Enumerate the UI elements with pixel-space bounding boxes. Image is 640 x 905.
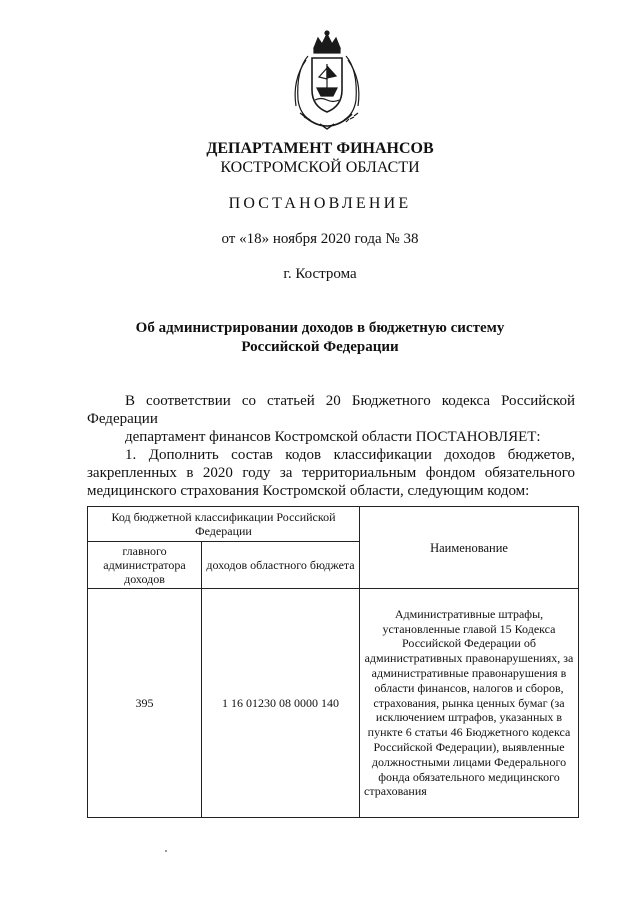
table-group-header: Код бюджетной классификации Российской Федерации <box>88 507 360 542</box>
body-paragraph-basis: В соответствии со статьей 20 Бюджетного кодекса Российской Федерации <box>87 393 575 427</box>
admin-code-cell: 395 <box>88 589 202 818</box>
document-type: ПОСТАНОВЛЕНИЕ <box>228 195 412 212</box>
department-name-line1: ДЕПАРТАМЕНТ ФИНАНСОВ <box>206 140 434 157</box>
document-date-number: от «18» ноября 2020 года № 38 <box>221 231 419 247</box>
coat-of-arms-icon <box>284 30 370 130</box>
scan-dot <box>165 850 167 852</box>
table-row <box>88 589 579 818</box>
income-code-cell: 1 16 01230 08 0000 140 <box>202 589 360 818</box>
subject-title-line1: Об администрировании доходов в бюджетную систему <box>135 320 505 336</box>
income-name-cell: Административные штрафы, установленные главой 15 Кодекса Российской Федерации об административных правонарушениях, за административные правонарушения в области финансов, налогов и сборов, страхования, рынка ценных бумаг (за исключением штрафов, указанных в пункте 6 статьи 46 Бюджетного кодекса Российской Федерации), выявленные должностными лицами Федерального фонда обязательного медицинского страхования <box>360 589 579 818</box>
subject-title-line2: Российской Федерации <box>241 339 399 355</box>
body-paragraph-item-1: 1. Дополнить состав кодов классификации доходов бюджетов, закрепленных в 2020 году за территориальным фондом обязательного медицинского страхования Костромской области, следующим кодом: <box>87 447 575 499</box>
table-header-income: доходов областного бюджета <box>202 542 360 589</box>
table-header-name: Наименование <box>360 507 579 589</box>
body-paragraph-resolves: департамент финансов Костромской области ПОСТАНОВЛЯЕТ: <box>125 429 541 445</box>
document-city: г. Кострома <box>283 266 357 282</box>
classification-table <box>87 506 579 818</box>
department-name-line2: КОСТРОМСКОЙ ОБЛАСТИ <box>220 159 420 176</box>
table-header-admin: главного администратора доходов <box>88 542 202 589</box>
